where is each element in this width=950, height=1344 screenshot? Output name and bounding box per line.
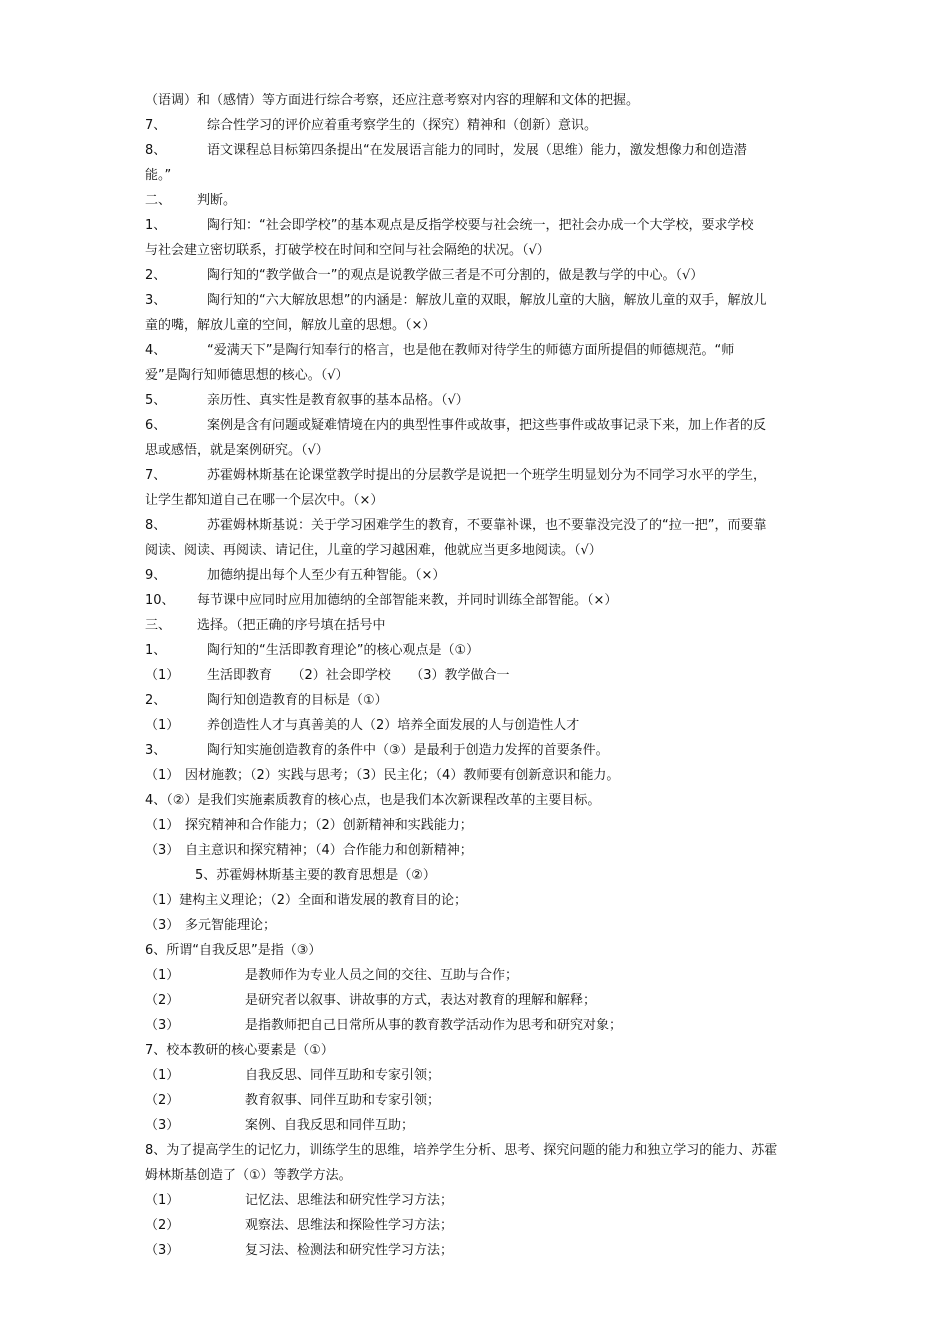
item-number: 10、 [145, 593, 175, 608]
option-line [145, 838, 810, 863]
line-text: 5、苏霍姆林斯基主要的教育思想是（②） [195, 868, 436, 883]
section-number: 三、 [145, 618, 172, 633]
document-body [145, 88, 810, 1263]
line-text: 陶行知：“社会即学校”的基本观点是反指学校要与社会统一，把社会办成一个大学校，要求学校 [207, 218, 754, 233]
option-number: （3） [145, 1018, 180, 1033]
line-text: （1）建构主义理论；（2）全面和谐发展的教育目的论； [145, 893, 468, 908]
item-number: 7、 [145, 118, 167, 133]
line-text: 教育叙事、同伴互助和专家引领； [245, 1093, 441, 1108]
line-text: 姆林斯基创造了（①）等教学方法。 [145, 1168, 352, 1183]
text-line [145, 788, 810, 813]
text-line [145, 338, 810, 363]
line-text: 陶行知实施创造教育的条件中（③）是最利于创造力发挥的首要条件。 [207, 743, 609, 758]
line-text: 判断。 [197, 193, 237, 208]
text-line [145, 263, 810, 288]
option-line [145, 1188, 810, 1213]
line-text: 爱”是陶行知师德思想的核心。（√） [145, 368, 349, 383]
line-text: 阅读、阅读、再阅读、请记住，儿童的学习越困难，他就应当更多地阅读。（√） [145, 543, 602, 558]
option-number: （1） [145, 968, 180, 983]
line-text: 探究精神和合作能力；（2）创新精神和实践能力； [185, 818, 473, 833]
line-text: 每节课中应同时应用加德纳的全部智能来教，并同时训练全部智能。（×） [197, 593, 618, 608]
line-text: 自主意识和探究精神；（4）合作能力和创新精神； [185, 843, 473, 858]
line-text: 4、（②）是我们实施素质教育的核心点，也是我们本次新课程改革的主要目标。 [145, 793, 601, 808]
section-heading [145, 188, 810, 213]
line-text: 是研究者以叙事、讲故事的方式，表达对教育的理解和解释； [245, 993, 597, 1008]
line-text: （语调）和（感情）等方面进行综合考察，还应注意考察对内容的理解和文体的把握。 [145, 93, 640, 108]
option-number: （1） [145, 1193, 180, 1208]
text-line [145, 1038, 810, 1063]
option-line [145, 1213, 810, 1238]
option-number: （3） [145, 843, 180, 858]
item-number: 8、 [145, 143, 167, 158]
text-line [145, 313, 810, 338]
line-text: 让学生都知道自己在哪一个层次中。（×） [145, 493, 384, 508]
item-number: 9、 [145, 568, 167, 583]
text-line [145, 588, 810, 613]
option-line [145, 1238, 810, 1263]
line-text: 自我反思、同伴互助和专家引领； [245, 1068, 441, 1083]
item-number: 4、 [145, 343, 167, 358]
line-text: 综合性学习的评价应着重考察学生的（探究）精神和（创新）意识。 [207, 118, 598, 133]
line-text: 思或感悟，就是案例研究。（√） [145, 443, 329, 458]
item-number: 1、 [145, 643, 167, 658]
text-line [145, 388, 810, 413]
line-text: 复习法、检测法和研究性学习方法； [245, 1243, 454, 1258]
line-text: 记忆法、思维法和研究性学习方法； [245, 1193, 454, 1208]
option-number: （2） [145, 1093, 180, 1108]
option-number: （1） [145, 1068, 180, 1083]
line-text: 陶行知的“生活即教育理论”的核心观点是（①） [207, 643, 480, 658]
option-line [145, 813, 810, 838]
section-number: 二、 [145, 193, 172, 208]
line-text: 多元智能理论； [185, 918, 277, 933]
option-number: （1） [145, 768, 180, 783]
option-number: （3） [145, 918, 180, 933]
section-heading [145, 613, 810, 638]
line-text: 6、所谓“自我反思”是指（③） [145, 943, 322, 958]
option-number: （2） [145, 993, 180, 1008]
item-number: 1、 [145, 218, 167, 233]
text-line [145, 1163, 810, 1188]
line-text: 与社会建立密切联系，打破学校在时间和空间与社会隔绝的状况。（√） [145, 243, 550, 258]
line-text: “爱满天下”是陶行知奉行的格言，也是他在教师对待学生的师德方面所提倡的师德规范。“师 [207, 343, 735, 358]
text-line [145, 938, 810, 963]
text-line [145, 438, 810, 463]
line-text: 语文课程总目标第四条提出“在发展语言能力的同时，发展（思维）能力，激发想像力和创造潜 [207, 143, 747, 158]
text-line [145, 488, 810, 513]
line-text: 陶行知的“六大解放思想”的内涵是：解放儿童的双眼，解放儿童的大脑，解放儿童的双手，解放儿 [207, 293, 767, 308]
text-line [145, 513, 810, 538]
line-text: 观察法、思维法和探险性学习方法； [245, 1218, 454, 1233]
option-number: （3） [145, 1243, 180, 1258]
text-line [145, 1138, 810, 1163]
line-text: 是指教师把自己日常所从事的教育教学活动作为思考和研究对象； [245, 1018, 623, 1033]
option-line [145, 988, 810, 1013]
item-number: 2、 [145, 268, 167, 283]
text-line [145, 113, 810, 138]
option-line [145, 913, 810, 938]
text-line [145, 738, 810, 763]
line-text: 7、校本教研的核心要素是（①） [145, 1043, 334, 1058]
text-line [145, 463, 810, 488]
option-number: （1） [145, 718, 180, 733]
line-text: 能。” [145, 168, 172, 183]
line-text: 苏霍姆林斯基在论课堂教学时提出的分层教学是说把一个班学生明显划分为不同学习水平的学生， [207, 468, 767, 483]
item-number: 3、 [145, 743, 167, 758]
text-line [145, 138, 810, 163]
option-number: （3） [145, 1118, 180, 1133]
text-line [145, 563, 810, 588]
option-line [145, 763, 810, 788]
line-text: 因材施教；（2）实践与思考；（3）民主化；（4）教师要有创新意识和能力。 [185, 768, 620, 783]
line-text: 陶行知创造教育的目标是（①） [207, 693, 388, 708]
option-line [145, 1088, 810, 1113]
item-number: 6、 [145, 418, 167, 433]
line-text: 亲历性、真实性是教育叙事的基本品格。（√） [207, 393, 469, 408]
line-text: 加德纳提出每个人至少有五种智能。（×） [207, 568, 446, 583]
line-text: 案例、自我反思和同伴互助； [245, 1118, 415, 1133]
text-line [145, 638, 810, 663]
item-number: 5、 [145, 393, 167, 408]
item-number: 2、 [145, 693, 167, 708]
item-number: 8、 [145, 518, 167, 533]
line-text: 案例是含有问题或疑难情境在内的典型性事件或故事，把这些事件或故事记录下来，加上作者的反 [207, 418, 767, 433]
line-text: 养创造性人才与真善美的人（2）培养全面发展的人与创造性人才 [207, 718, 580, 733]
item-number: 3、 [145, 293, 167, 308]
text-line [145, 538, 810, 563]
line-text: 选择。（把正确的序号填在括号中 [197, 618, 386, 633]
option-line [145, 888, 810, 913]
line-text: 8、为了提高学生的记忆力，训练学生的思维，培养学生分析、思考、探究问题的能力和独立学习的能力、苏霍 [145, 1143, 778, 1158]
option-number: （1） [145, 818, 180, 833]
option-line [145, 1013, 810, 1038]
line-text: 生活即教育 （2）社会即学校 （3）教学做合一 [207, 668, 510, 683]
text-line [145, 163, 810, 188]
text-line [145, 363, 810, 388]
option-line [145, 1113, 810, 1138]
option-number: （2） [145, 1218, 180, 1233]
option-line [145, 713, 810, 738]
text-line [145, 213, 810, 238]
text-line [145, 863, 810, 888]
text-line [145, 288, 810, 313]
text-line [145, 688, 810, 713]
option-number: （1） [145, 668, 180, 683]
option-line [145, 1063, 810, 1088]
option-line [145, 963, 810, 988]
item-number: 7、 [145, 468, 167, 483]
text-line [145, 238, 810, 263]
line-text: 是教师作为专业人员之间的交往、互助与合作； [245, 968, 519, 983]
text-line [145, 88, 810, 113]
line-text: 陶行知的“教学做合一”的观点是说教学做三者是不可分割的，做是教与学的中心。（√） [207, 268, 704, 283]
line-text: 童的嘴，解放儿童的空间，解放儿童的思想。（×） [145, 318, 436, 333]
text-line [145, 413, 810, 438]
option-line [145, 663, 810, 688]
line-text: 苏霍姆林斯基说：关于学习困难学生的教育，不要靠补课，也不要靠没完没了的“拉一把”，而要靠 [207, 518, 767, 533]
